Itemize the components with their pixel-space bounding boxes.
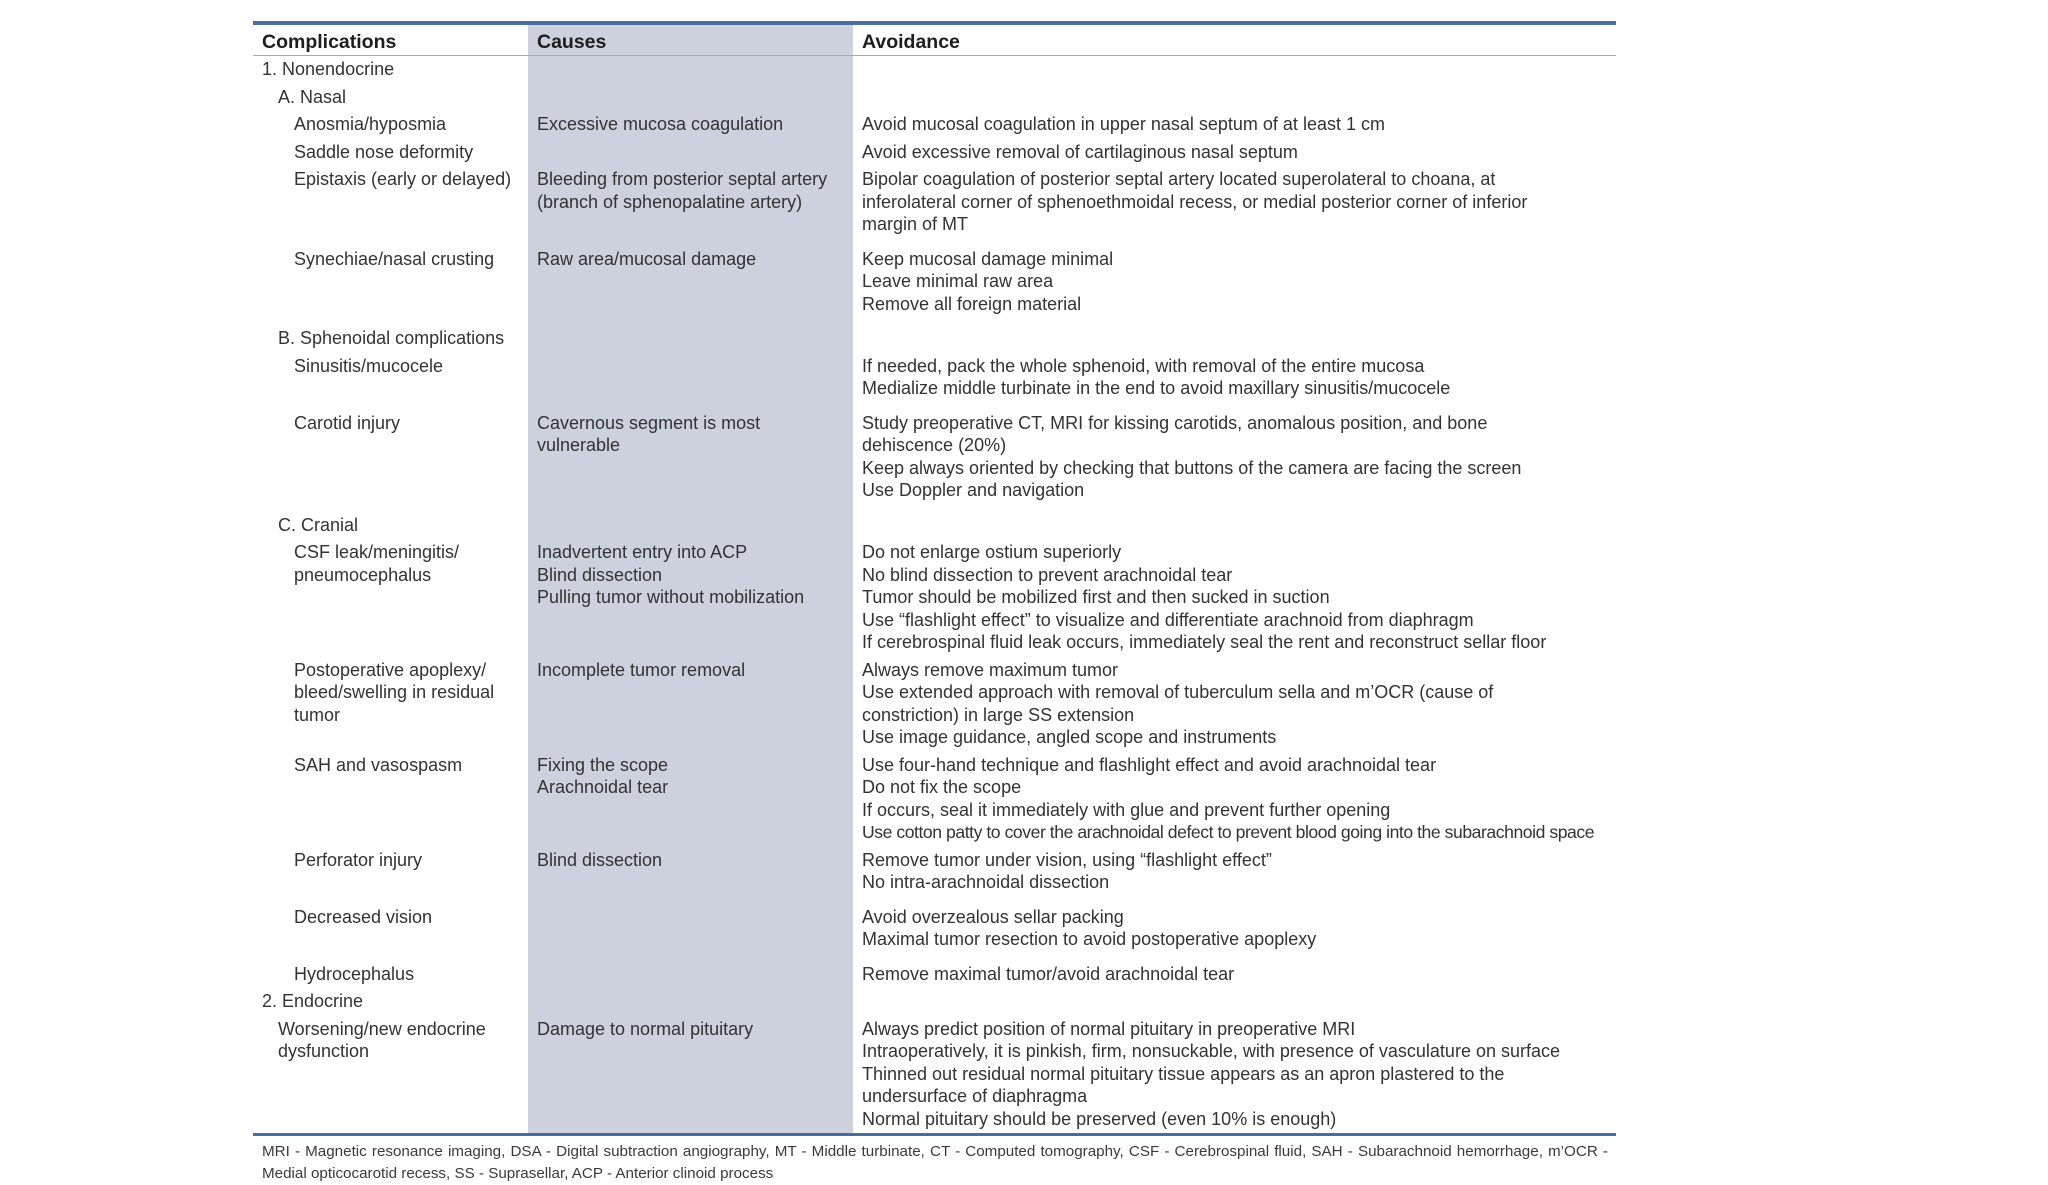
avoidance-line: Normal pituitary should be preserved (even 10% is enough) [862,1108,1337,1129]
cause-line: (branch of sphenopalatine artery) [537,191,803,212]
causes-cell [528,988,853,1016]
complication-cell [253,752,528,847]
causes-cell [528,325,853,353]
causes-cell [528,904,853,961]
complication-cell [253,353,528,410]
table-row [253,410,1616,512]
avoidance-cell [853,246,1616,326]
complication-label: Hydrocephalus [294,963,415,984]
avoidance-cell [853,353,1616,410]
complication-cell [253,988,528,1016]
table-footnote: MRI - Magnetic resonance imaging, DSA - Digital subtraction angiography, MT - Middle turbinate, CT - Computed tomography, CSF - Cerebrospinal fluid, SAH - Subarachnoid hemorrhage, m’OCR - Medial opticocarotid recess, SS - Suprasellar, ACP - Anterior clinoid process [262,1143,1608,1182]
table-body [253,56,1616,1135]
avoidance-line: If needed, pack the whole sphenoid, with removal of the entire mucosa [862,355,1425,376]
avoidance-line: Always remove maximum tumor [862,659,1119,680]
causes-cell [528,166,853,246]
avoidance-line: inferolateral corner of sphenoethmoidal recess, or medial posterior corner of inferior [862,191,1528,212]
avoidance-line: constriction) in large SS extension [862,704,1135,725]
table-row [253,539,1616,657]
complications-table-document [253,21,1616,1185]
avoidance-line: Bipolar coagulation of posterior septal artery located superolateral to choana, at [862,169,1496,189]
avoidance-cell [853,84,1616,112]
complication-label: Sinusitis/mucocele [294,355,444,376]
avoidance-line: Use image guidance, angled scope and instruments [862,727,1277,747]
cause-line: Blind dissection [537,849,663,870]
complication-label: B. Sphenoidal complications [278,328,505,348]
causes-cell [528,847,853,904]
cause-line: Damage to normal pituitary [537,1018,754,1039]
avoidance-line: Keep always oriented by checking that buttons of the camera are facing the screen [862,457,1522,478]
cause-line: Blind dissection [537,564,663,585]
complication-label: Saddle nose deformity [294,141,474,162]
avoidance-line: dehiscence (20%) [862,435,1007,455]
avoidance-line: Keep mucosal damage minimal [862,248,1114,269]
avoidance-line: Study preoperative CT, MRI for kissing carotids, anomalous position, and bone [862,412,1488,433]
causes-cell [528,539,853,657]
table-row [253,84,1616,112]
causes-cell [528,56,853,84]
complication-cell [253,84,528,112]
cause-line: Incomplete tumor removal [537,659,746,680]
causes-cell [528,1016,853,1135]
causes-cell [528,752,853,847]
avoidance-line: Avoid mucosal coagulation in upper nasal septum of at least 1 cm [862,114,1385,134]
causes-cell [528,84,853,112]
avoidance-cell [853,56,1616,84]
avoidance-cell [853,1016,1616,1135]
cause-line: Inadvertent entry into ACP [537,542,748,562]
avoidance-cell [853,139,1616,167]
complication-label: 2. Endocrine [262,991,364,1011]
table-row [253,1016,1616,1135]
complication-label: SAH and vasospasm [294,754,463,775]
complication-cell [253,111,528,139]
table-row [253,988,1616,1016]
causes-cell [528,657,853,752]
cause-line: Raw area/mucosal damage [537,248,757,269]
table-row [253,961,1616,989]
complication-cell [253,904,528,961]
avoidance-cell [853,166,1616,246]
avoidance-cell [853,539,1616,657]
table-row [253,657,1616,752]
complication-cell [253,246,528,326]
cause-line: Fixing the scope [537,754,669,775]
table-row [253,166,1616,246]
avoidance-line: Use extended approach with removal of tuberculum sella and m’OCR (cause of [862,682,1494,702]
header-avoidance: Avoidance [853,23,1616,56]
avoidance-cell [853,988,1616,1016]
avoidance-line: margin of MT [862,214,969,234]
cause-line: Excessive mucosa coagulation [537,114,784,134]
causes-cell [528,961,853,989]
complication-label: 1. Nonendocrine [262,59,395,79]
avoidance-line: Use Doppler and navigation [862,480,1085,500]
table-row [253,847,1616,904]
complication-cell [253,512,528,540]
table-row [253,752,1616,847]
table-row [253,139,1616,167]
header-row [253,23,1616,56]
avoidance-line: Thinned out residual normal pituitary tissue appears as an apron plastered to the [862,1063,1505,1084]
avoidance-line: If occurs, seal it immediately with glue and prevent further opening [862,799,1391,820]
complication-label: Decreased vision [294,906,433,927]
avoidance-line: undersurface of diaphragma [862,1086,1088,1106]
avoidance-line: Avoid overzealous sellar packing [862,906,1124,927]
complication-label: A. Nasal [278,86,347,107]
header-causes: Causes [528,23,853,56]
table-row [253,325,1616,353]
avoidance-cell [853,111,1616,139]
avoidance-line: Avoid excessive removal of cartilaginous nasal septum [862,141,1298,162]
avoidance-line: Use “flashlight effect” to visualize and differentiate arachnoid from diaphragm [862,609,1474,630]
causes-cell [528,410,853,512]
complication-label: C. Cranial [278,514,359,535]
table-row [253,111,1616,139]
causes-cell [528,353,853,410]
avoidance-line: Use cotton patty to cover the arachnoidal defect to prevent blood going into the subarachnoid space [862,822,1595,842]
complication-cell [253,847,528,904]
complication-cell [253,139,528,167]
table-header [253,23,1616,56]
cause-line: vulnerable [537,435,621,455]
avoidance-line: No blind dissection to prevent arachnoidal tear [862,564,1233,585]
avoidance-line: Intraoperatively, it is pinkish, firm, nonsuckable, with presence of vasculature on surface [862,1041,1561,1061]
avoidance-cell [853,657,1616,752]
avoidance-cell [853,961,1616,989]
avoidance-line: No intra-arachnoidal dissection [862,872,1110,892]
avoidance-line: If cerebrospinal fluid leak occurs, immediately seal the rent and reconstruct sellar floor [862,632,1547,652]
complication-cell [253,961,528,989]
avoidance-line: Do not enlarge ostium superiorly [862,542,1122,562]
causes-cell [528,111,853,139]
complication-cell [253,166,528,246]
complications-table [253,21,1616,1136]
causes-cell [528,246,853,326]
cause-line: Pulling tumor without mobilization [537,587,805,607]
complication-label: Epistaxis (early or delayed) [294,169,512,189]
complication-cell [253,56,528,84]
complication-label: Postoperative apoplexy/ bleed/swelling in residual tumor [294,659,495,725]
complication-cell [253,1016,528,1135]
avoidance-line: Remove all foreign material [862,293,1082,314]
cause-line: Cavernous segment is most [537,412,761,433]
avoidance-line: Remove maximal tumor/avoid arachnoidal tear [862,963,1235,984]
avoidance-line: Use four-hand technique and flashlight effect and avoid arachnoidal tear [862,754,1437,775]
table-row [253,512,1616,540]
avoidance-line: Maximal tumor resection to avoid postoperative apoplexy [862,929,1317,949]
avoidance-cell [853,904,1616,961]
table-row [253,56,1616,84]
avoidance-cell [853,410,1616,512]
avoidance-line: Do not fix the scope [862,777,1022,797]
avoidance-line: Medialize middle turbinate in the end to avoid maxillary sinusitis/mucocele [862,378,1451,398]
complication-label: Anosmia/hyposmia [294,114,447,134]
table-row [253,904,1616,961]
avoidance-cell [853,847,1616,904]
table-row [253,246,1616,326]
avoidance-line: Tumor should be mobilized first and then sucked in suction [862,587,1330,607]
avoidance-line: Remove tumor under vision, using “flashlight effect” [862,849,1272,870]
avoidance-cell [853,325,1616,353]
avoidance-cell [853,752,1616,847]
causes-cell [528,512,853,540]
avoidance-line: Always predict position of normal pituitary in preoperative MRI [862,1018,1356,1039]
complication-label: CSF leak/meningitis/ pneumocephalus [294,542,460,585]
complication-label: Worsening/new endocrine dysfunction [278,1018,486,1061]
header-complications: Complications [253,23,528,56]
table-row [253,353,1616,410]
avoidance-cell [853,512,1616,540]
complication-cell [253,539,528,657]
complication-label: Synechiae/nasal crusting [294,248,495,269]
complication-label: Perforator injury [294,849,423,870]
cause-line: Arachnoidal tear [537,777,669,797]
cause-line: Bleeding from posterior septal artery [537,169,828,189]
complication-label: Carotid injury [294,412,401,433]
causes-cell [528,139,853,167]
complication-cell [253,325,528,353]
complication-cell [253,657,528,752]
avoidance-line: Leave minimal raw area [862,271,1054,291]
complication-cell [253,410,528,512]
